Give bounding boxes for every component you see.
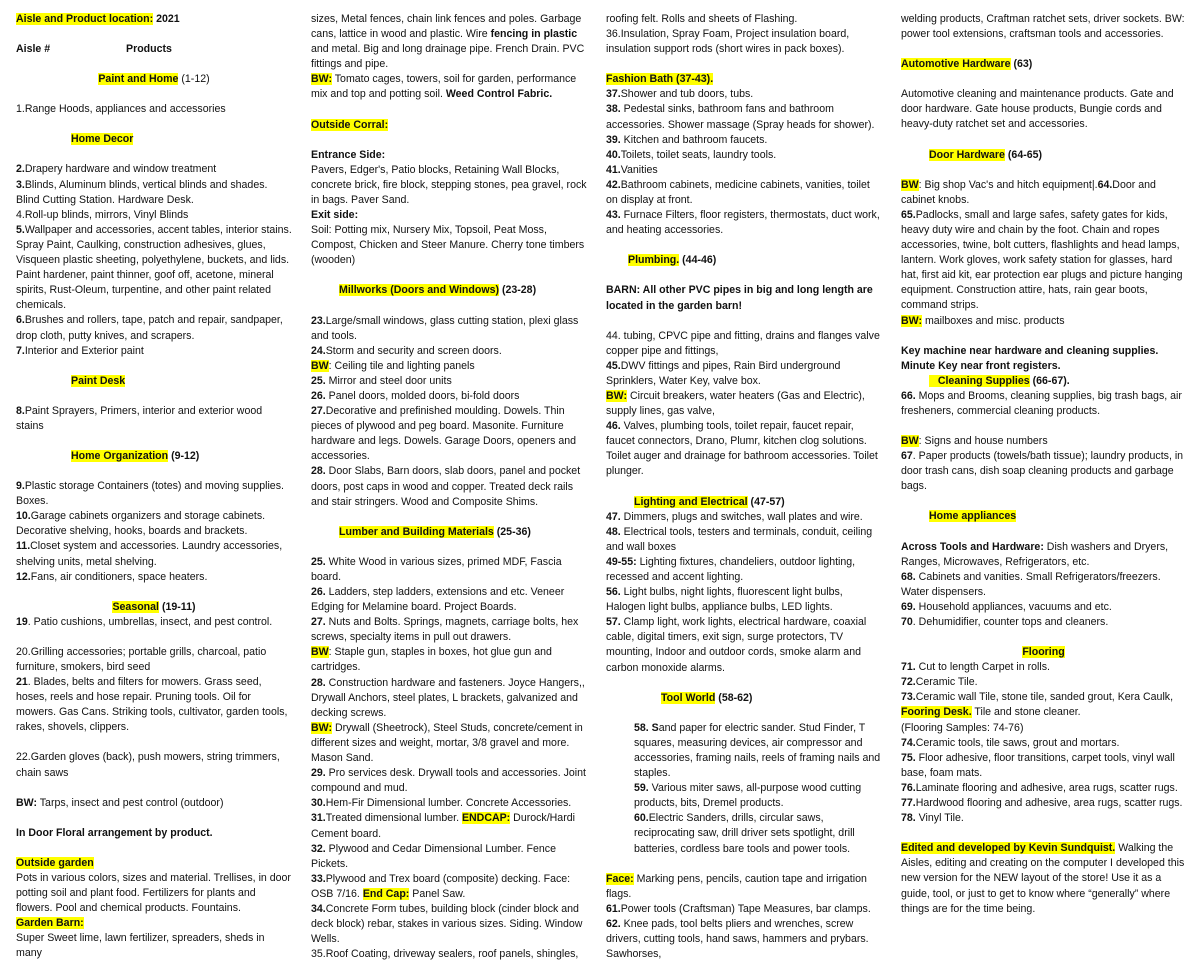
section-heading-home-organization: Home Organization (9-12) [71, 449, 200, 462]
section-heading-paint-home: Paint and Home (1-12) [98, 73, 210, 86]
table-header: Aisle # Products [16, 43, 172, 56]
list-item: 26. Ladders, step ladders, extensions and etc. Veneer Edging for Melamine board. Project Boards. [311, 586, 565, 614]
list-item: 76.Laminate flooring and adhesive, area rugs, scatter rugs. [901, 781, 1178, 794]
list-item: Across Tools and Hardware: Dish washers and Dryers, Ranges, Microwaves, Refrigerators, etc. [901, 540, 1169, 568]
list-item: sizes, Metal fences, chain link fences and poles. Garbage cans, lattice in wood and plastic. Wire fencing in plastic and metal. Big and long drainage pipe. French Drain. PVC fittings and pipe. [311, 13, 585, 71]
section-heading-cleaning: Cleaning Supplies (66-67). [929, 374, 1070, 387]
list-item: Face: Marking pens, pencils, caution tape and irrigation flags. [606, 872, 867, 900]
list-item: 11.Closet system and accessories. Laundry accessories, shelving units, metal shelving. [16, 540, 283, 568]
list-item: 57. Clamp light, work lights, electrical hardware, coaxial cable, digital timers, exit sign, surge protectors, TV mounting, Indoor and outdoor cords, smoke alarm and carbon monoxide alarms. [606, 616, 867, 674]
list-item: 74.Ceramic tools, tile saws, grout and mortars. [901, 736, 1120, 749]
list-item: 27. Nuts and Bolts. Springs, magnets, carriage bolts, hex screws, specialty items in pull out drawers. [311, 616, 579, 644]
list-item: 23.Large/small windows, glass cutting station, plexi glass and tools. [311, 314, 579, 342]
list-item: 7.Interior and Exterior paint [16, 344, 144, 357]
list-item: 2.Drapery hardware and window treatment [16, 163, 217, 176]
section-heading-garden-barn: Garden Barn: [16, 917, 84, 930]
list-item: BW: Staple gun, staples in boxes, hot glue gun and cartridges. [311, 646, 552, 674]
column-2 [311, 12, 587, 962]
column-4 [901, 12, 1186, 917]
list-item: 43. Furnace Filters, floor registers, thermostats, duct work, and heating accessories. [606, 209, 880, 237]
column-1 [16, 12, 292, 962]
section-heading-flooring: Flooring [1022, 646, 1065, 659]
section-heading-millworks: Millworks (Doors and Windows) (23-28) [339, 284, 537, 297]
list-item: 78. Vinyl Tile. [901, 812, 964, 825]
section-heading-outside-garden: Outside garden [16, 856, 94, 869]
list-item: 1.Range Hoods, appliances and accessories [16, 103, 226, 116]
list-item: 40.Toilets, toilet seats, laundry tools. [606, 148, 777, 161]
list-item: 29. Pro services desk. Drywall tools and accessories. Joint compound and mud. [311, 767, 586, 795]
list-item: 30.Hem-Fir Dimensional lumber. Concrete Accessories. [311, 797, 572, 810]
list-item: 10.Garage cabinets organizers and storage cabinets. Decorative shelving, hooks, boards and brackets. [16, 510, 266, 538]
list-item: 68. Cabinets and vanities. Small Refrigerators/freezers. Water dispensers. [901, 570, 1161, 598]
section-heading-paint-desk: Paint Desk [71, 374, 126, 387]
section-heading-lighting: Lighting and Electrical (47-57) [634, 495, 785, 508]
list-item: 47. Dimmers, plugs and switches, wall plates and wire. [606, 510, 863, 523]
list-item: 25. White Wood in various sizes, primed MDF, Fascia board. [311, 555, 562, 583]
list-item: 33.Plywood and Trex board (composite) decking. Face: OSB 7/16. End Cap: Panel Saw. [311, 872, 571, 900]
list-item: 46. Valves, plumbing tools, toilet repair, faucet repair, faucet connectors, Drano, Plumr, kitchen clog solutions. Toilet auger and drainage for bathroom accessories. Toilet plunger. [606, 420, 878, 478]
list-item: 41.Vanities [606, 163, 658, 176]
list-item: 21. Blades, belts and filters for mowers. Grass seed, hoses, reels and hose repair. Pruning tools. Oil for mowers. Gas Cans. Striking tools, cultivator, garden tools, rakes, shovels, clippers. [16, 676, 288, 734]
list-item: 4.Roll-up blinds, mirrors, Vinyl Blinds [16, 208, 189, 221]
list-item: 61.Power tools (Craftsman) Tape Measures, bar clamps. [606, 902, 871, 915]
list-item: 73.Ceramic wall Tile, stone tile, sanded grout, Kera Caulk, [901, 691, 1174, 704]
list-item: 38. Pedestal sinks, bathroom fans and bathroom accessories. Shower massage (Spray heads for shower). [606, 103, 875, 131]
list-item: Soil: Potting mix, Nursery Mix, Topsoil, Peat Moss, Compost, Chicken and Steer Manure. Cherry tone timbers (wooden) [311, 224, 585, 267]
list-item: 26. Panel doors, molded doors, bi-fold doors [311, 389, 520, 402]
subheading-entrance: Entrance Side: [311, 148, 386, 161]
note-floral: In Door Floral arrangement by product. [16, 826, 213, 839]
list-item: BW: mailboxes and misc. products [901, 314, 1065, 327]
list-item: 67. Paper products (towels/bath tissue); laundry products, in door trash cans, dish soap cleaning products and garbage bags. [901, 450, 1184, 493]
section-heading-home-decor: Home Decor [71, 133, 134, 146]
list-item: 70. Dehumidifier, counter tops and cleaners. [901, 616, 1109, 628]
list-item: 34.Concrete Form tubes, building block (cinder block and deck block) rebar, stakes in various sizes. Siding. Window Wells. [311, 902, 583, 946]
list-item: 8.Paint Sprayers, Primers, interior and exterior wood stains [16, 404, 263, 432]
list-item: 69. Household appliances, vacuums and etc. [901, 600, 1112, 613]
list-item: 20.Grilling accessories; portable grills, charcoal, patio furniture, smokers, bird seed [16, 645, 267, 673]
list-item: 12.Fans, air conditioners, space heaters. [16, 570, 208, 583]
list-item: 42.Bathroom cabinets, medicine cabinets, vanities, toilet on display at front. [606, 178, 870, 207]
list-item: 71. Cut to length Carpet in rolls. [901, 661, 1050, 674]
list-item: 45.DWV fittings and pipes, Rain Bird underground Sprinklers, Water Key, valve box. [606, 359, 841, 387]
list-item: 48. Electrical tools, testers and terminals, conduit, ceiling and wall boxes [606, 525, 873, 553]
list-item: 3.Blinds, Aluminum blinds, vertical blinds and shades. Blind Cutting Station. Hardware Desk. [16, 178, 268, 206]
list-item: 31.Treated dimensional lumber. ENDCAP: Durock/Hardi Cement board. [311, 812, 575, 840]
section-heading-seasonal: Seasonal (19-11) [112, 600, 196, 613]
section-heading-automotive: Automotive Hardware (63) [901, 58, 1033, 71]
list-item: 35.Roof Coating, driveway sealers, roof panels, shingles, [311, 948, 579, 961]
document-title: Aisle and Product location: 2021 [16, 13, 180, 25]
list-item: 56. Light bulbs, night lights, fluorescent light bulbs, Halogen light bulbs, appliance bulbs, LED lights. [606, 586, 843, 614]
list-item: 25. Mirror and steel door units [311, 374, 452, 387]
list-item: 27.Decorative and prefinished moulding. Dowels. Thin pieces of plywood and peg board. Masonite. Furniture hardware and legs. Dowels. Garage Doors, openers and accessories. [311, 405, 576, 463]
list-item: BW: Circuit breakers, water heaters (Gas and Electric), supply lines, gas valve, [606, 389, 865, 418]
list-item: 6.Brushes and rollers, tape, patch and repair, sandpaper, drop cloth, putty knives, and scrapers. [16, 314, 283, 342]
list-item: BW: Ceiling tile and lighting panels [311, 359, 475, 372]
list-item: 66. Mops and Brooms, cleaning supplies, big trash bags, air fresheners, commercial cleaning products. [901, 389, 1182, 417]
list-item: 60.Electric Sanders, drills, circular saws, reciprocating saw, drill driver sets spotlight, drill batteries, cordless bare tools and power tools. [634, 812, 855, 855]
list-item: Automotive cleaning and maintenance products. Gate and door hardware. Gate house products, Bungie cords and heavy-duty ratchet set and accessories. [901, 88, 1174, 131]
note-barn: BARN: All other PVC pipes in big and long length are located in the garden barn! [606, 284, 873, 312]
list-item: 32. Plywood and Cedar Dimensional Lumber. Fence Pickets. [311, 842, 556, 870]
section-heading-fashion-bath: Fashion Bath (37-43). [606, 73, 714, 86]
list-item: Super Sweet lime, lawn fertilizer, spreaders, sheds in many [16, 932, 265, 960]
list-item: 37.Shower and tub doors, tubs. [606, 88, 754, 101]
list-item: 44. tubing, CPVC pipe and fitting, drains and flanges valve copper pipe and fittings, [606, 329, 880, 357]
list-item: 65.Padlocks, small and large safes, safety gates for kids, heavy duty wire and chain by the foot. Chain and ropes accessories, twine, bolt cutters, flashlights and head lamps, lantern. Work gloves, work safety station for glasses, hard hat, first aid kit, ear protection ear plugs and picture hanging equipment. Construction attire, hats, rain gear boots, command strips. [901, 208, 1183, 312]
list-item: 58. Sand paper for electric sander. Stud Finder, T squares, measuring devices, air compressor and accessories, framing nails, reels of framing nails and staples. [634, 721, 881, 780]
list-item: Pots in various colors, sizes and material. Trellises, in door potting soil and plant food. Fertilizers for plants and flowers. Pool and chemical products. Fountains. [16, 871, 291, 915]
list-item: (Flooring Samples: 74-76) [901, 721, 1024, 734]
list-item: 62. Knee pads, tool belts pliers and wrenches, screw drivers, cutting tools, hand saws, hammers and prybars. Sawhorses, [606, 917, 869, 961]
list-item: roofing felt. Rolls and sheets of Flashing. [606, 13, 798, 25]
list-item: 49-55: Lighting fixtures, chandeliers, outdoor lighting, recessed and accent lighting. [606, 555, 856, 583]
list-item: 39. Kitchen and bathroom faucets. [606, 133, 768, 146]
credit-note: Edited and developed by Kevin Sundquist. Walking the Aisles, editing and creating on the computer I developed this new version for the NEW layout of the store! Use it as a guide, tool, or just to get to know where “generally” where things are for the time being. [901, 842, 1185, 915]
note-key-machine: Key machine near hardware and cleaning supplies. Minute Key near front registers. [901, 344, 1159, 372]
list-item: 5.Wallpaper and accessories, accent tables, interior stains. Spray Paint, Caulking, construction adhesives, glues, Visqueen plastic sheeting, polyethylene, buckets, and lids. Paint hardener, paint thinner, goof off, acetone, mineral spirits, Rust-Oleum, turpentine, and other paint related chemicals. [16, 223, 292, 312]
list-item: BW: Tarps, insect and pest control (outdoor) [16, 796, 224, 809]
list-item: Pavers, Edger's, Patio blocks, Retaining Wall Blocks, concrete brick, fire block, stepping stones, pea gravel, rock in bags. Paver Sand. [311, 163, 587, 206]
list-item: welding products, Craftman ratchet sets, driver sockets. BW: power tool extensions, craftsman tools and accessories. [901, 13, 1185, 41]
list-item: 19. Patio cushions, umbrellas, insect, and pest control. [16, 615, 273, 628]
list-item: 28. Door Slabs, Barn doors, slab doors, panel and pocket doors, post caps in wood and copper. Treated deck rails and stair stringers. Wood and Composite Shims. [311, 465, 581, 508]
list-item: BW: Drywall (Sheetrock), Steel Studs, concrete/cement in different sizes and weight, mortar, 3/8 gravel and more. Mason Sand. [311, 721, 583, 765]
list-item: BW: Tomato cages, towers, soil for garden, performance mix and top and potting soil. Weed Control Fabric. [311, 73, 577, 101]
list-item: 77.Hardwood flooring and adhesive, area rugs, scatter rugs. [901, 797, 1183, 810]
section-heading-lumber: Lumber and Building Materials (25-36) [339, 525, 531, 538]
list-item: 22.Garden gloves (back), push mowers, string trimmers, chain saws [16, 751, 280, 779]
list-item: BW: Signs and house numbers [901, 435, 1048, 448]
column-3 [606, 12, 882, 962]
section-heading-plumbing: Plumbing. (44-46) [628, 254, 717, 267]
list-item: 28. Construction hardware and fasteners. Joyce Hangers,, Drywall Anchors, steel plates, L brackets, galvanized and decking screws. [311, 676, 585, 719]
tool-world-list [606, 721, 882, 857]
list-item: Fooring Desk. Tile and stone cleaner. [901, 706, 1081, 719]
section-heading-home-appliances: Home appliances [929, 510, 1017, 523]
section-heading-outside-corral: Outside Corral: [311, 118, 389, 131]
section-heading-tool-world: Tool World (58-62) [661, 691, 753, 704]
list-item: 24.Storm and security and screen doors. [311, 344, 502, 357]
list-item: 9.Plastic storage Containers (totes) and moving supplies. Boxes. [16, 480, 284, 508]
list-item: 36.Insulation, Spray Foam, Project insulation board, insulation support rods (short wires in pack boxes). [606, 28, 850, 56]
section-heading-door-hardware: Door Hardware (64-65) [929, 148, 1043, 161]
list-item: 72.Ceramic Tile. [901, 676, 978, 689]
list-item: BW: Big shop Vac's and hitch equipment|.64.Door and cabinet knobs. [901, 178, 1156, 206]
list-item: 59. Various miter saws, all-purpose wood cutting products, bits, Dremel products. [634, 782, 862, 810]
subheading-exit: Exit side: [311, 209, 359, 222]
list-item: 75. Floor adhesive, floor transitions, carpet tools, vinyl wall base, foam mats. [901, 751, 1175, 779]
